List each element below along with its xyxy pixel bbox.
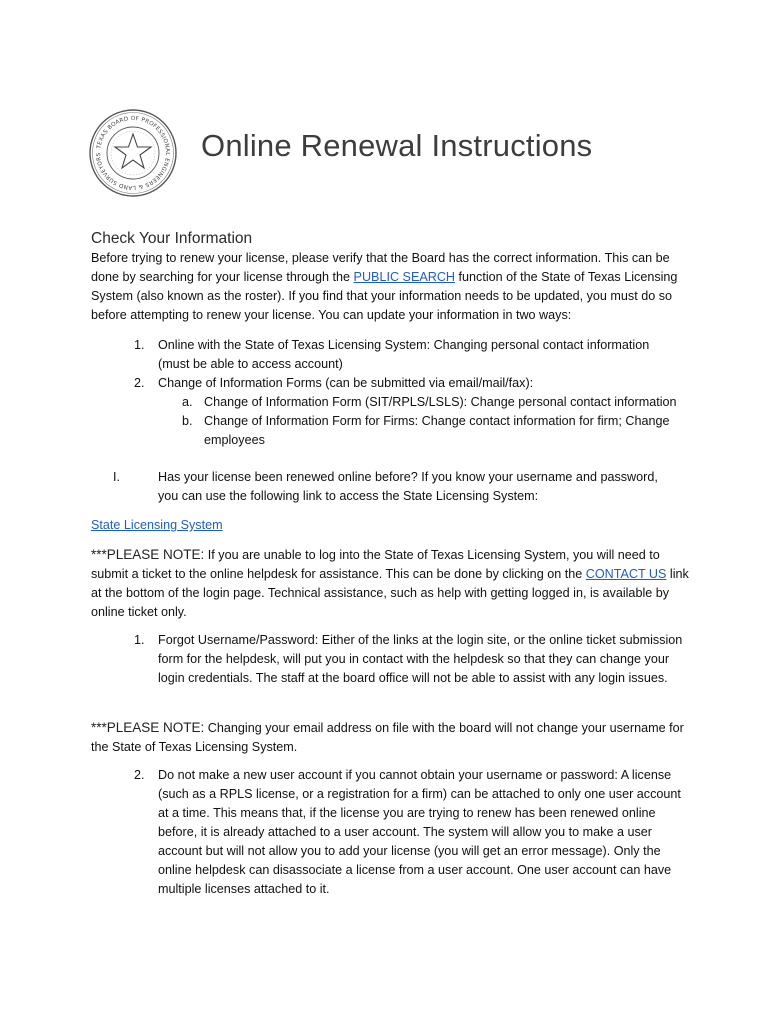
note-label: ***PLEASE NOTE:	[91, 720, 205, 735]
list-item-online: Online with the State of Texas Licensing System: Changing personal contact information (must be able to access account)	[158, 338, 650, 371]
intro-paragraph	[91, 249, 691, 325]
intro-text-end: function of the State of Texas Licensing System (also known as the roster). If you find that your information needs to be updated, you must do so before attempting to renew your license. You can update your information in two ways:	[91, 270, 678, 322]
list-item-form-individual: Change of Information Form (SIT/RPLS/LSLS): Change personal contact information	[204, 395, 677, 409]
note-text-start: If you are unable to log into the State of Texas Licensing System, you will need to submit a ticket to the online helpdesk for assistance. This can be done by clicking on the	[91, 548, 660, 581]
list-item-form-firms: Change of Information Form for Firms: Change contact information for firm; Change employees	[204, 414, 670, 447]
new-account-warning-item: Do not make a new user account if you cannot obtain your username or password: A license (such as a RPLS license, or a registration for a firm) can be attached to only one user account at a time. This means that, if the license you are trying to renew has been renewed online before, it is already attached to a user account. The system will allow you to make a user account but will not allow you to add your license (you will get an error message). Only the online helpdesk can disassociate a license from a user account. One user account can have multiple licenses attached to it.	[158, 768, 681, 896]
note-label: ***PLEASE NOTE:	[91, 547, 205, 562]
please-note-email	[91, 718, 691, 757]
forgot-credentials-item: Forgot Username/Password: Either of the links at the login site, or the online ticket submission form for the helpdesk, will put you in contact with the helpdesk so that they can change your login credentials. The staff at the board office will not be able to assist with any login issues.	[158, 633, 683, 685]
note-text-end: link at the bottom of the login page. Technical assistance, such as help with getting logged in, is available by online ticket only.	[91, 567, 689, 619]
list-marker: 1.	[134, 633, 145, 647]
list-marker: 2.	[134, 376, 145, 390]
intro-text-start: Before trying to renew your license, please verify that the Board has the correct information. This can be done by searching for your license through the	[91, 251, 670, 284]
svg-text:TEXAS BOARD OF PROFESSIONAL EN: TEXAS BOARD OF PROFESSIONAL ENGINEERS & LAND SURVEYORS	[95, 115, 171, 191]
section-heading: Check Your Information	[91, 230, 253, 247]
please-note-login	[91, 545, 691, 622]
list-marker: b.	[182, 414, 193, 428]
page-title: Online Renewal Instructions	[201, 128, 593, 163]
contact-us-link[interactable]: CONTACT US	[585, 567, 667, 581]
note-text: Changing your email address on file with the board will not change your username for the State of Texas Licensing System.	[91, 721, 684, 754]
board-seal-logo	[88, 108, 178, 198]
public-search-link[interactable]: PUBLIC SEARCH	[353, 270, 456, 284]
state-licensing-system-link[interactable]: State Licensing System	[91, 518, 223, 532]
list-marker: I.	[113, 470, 120, 484]
list-marker: a.	[182, 395, 193, 409]
list-marker: 2.	[134, 768, 145, 782]
renewed-before-question: Has your license been renewed online before? If you know your username and password, you can use the following link to access the State Licensing System:	[158, 470, 658, 503]
list-marker: 1.	[134, 338, 145, 352]
list-item-forms: Change of Information Forms (can be submitted via email/mail/fax):	[158, 376, 534, 390]
